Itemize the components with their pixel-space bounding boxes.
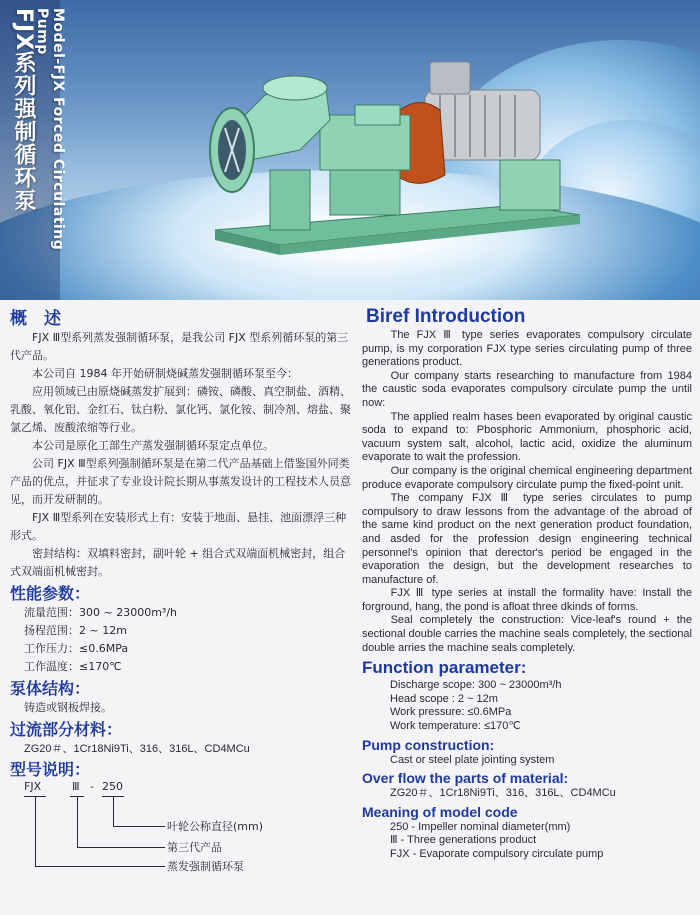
overflow-heading: Over flow the parts of material:	[362, 770, 569, 787]
intro-para: FJX Ⅲ type series at install the formality have: Install the forground, hang, the pond is afloat three dkinds of forms.	[362, 587, 692, 613]
overflow-text: ZG20＃、1Cr18Ni9Ti、316、316L、CD4MCu	[390, 787, 616, 800]
struct-text: 铸造或钢板焊接。	[24, 701, 112, 714]
leader-line	[113, 796, 114, 826]
leader-line	[77, 796, 78, 847]
func-item: Discharge scope: 300 ~ 23000m³/h	[390, 679, 562, 692]
leader-line	[113, 826, 165, 827]
code-250: 250	[102, 780, 123, 793]
intro-para: Our company starts researching to manufacture from 1984 the caustic soda evaporates compulsory circulate pump the until now:	[362, 369, 692, 409]
meaning-item: Ⅲ - Three generations product	[390, 834, 537, 847]
intro-para: Seal completely the construction: Vice-leaf's round + the sectional double carries the machine seals completely, the sectional double arries the machine seals completely.	[362, 614, 692, 654]
code-generation: Ⅲ	[72, 780, 80, 793]
leader-line	[35, 796, 36, 866]
intro-heading: Biref Introduction	[366, 306, 526, 327]
pumpcon-text: Cast or steel plate jointing system	[390, 753, 555, 766]
func-item: Work pressure: ≤0.6MPa	[390, 706, 512, 719]
banner-title-en: Model-FJX Forced Circulating Pump	[34, 8, 66, 251]
label-impeller: 叶轮公称直径(mm)	[167, 820, 264, 833]
code-dash: -	[90, 780, 94, 793]
pump-illustration	[0, 0, 700, 300]
leader-line	[77, 847, 165, 848]
intro-para: The applied realm hases been evaporated by original caustic soda to expand to: Pbosphoric Ammonium, phosphoric acid, vacuum system salt, alcohol, lactic acid, oxidize the aluminum evaporate to wait the profession.	[362, 410, 692, 464]
code-fjx: FJX	[24, 780, 42, 793]
meaning-heading: Meaning of model code	[362, 803, 518, 820]
func-item: Head scope : 2 ~ 12m	[390, 692, 498, 705]
model-code-diagram	[10, 780, 355, 900]
banner-title-cn: FJX系列强制循环泵	[11, 8, 36, 213]
overview-para: 密封结构：双填料密封，副叶轮 + 组合式双端面机械密封，组合式双端面机械密封。	[10, 547, 346, 578]
label-pump-type: 蒸发强制循环泵	[167, 860, 244, 873]
pumpcon-heading: Pump construction:	[362, 736, 495, 753]
intro-para: Our company is the original chemical engineering department produce evaporate compulsory circulate pump the fixed-point unit.	[362, 464, 692, 491]
overview-para: FJX Ⅲ型系列在安装形式上有：安装于地面、悬挂、池面漂浮三种形式。	[10, 511, 347, 542]
intro-para: The company FJX Ⅲ type series circulates to pump compulsory to draw lessons from the advantage of the abroad of the same kind product on the next generation product foundation, and asded for the profession design engineering technical personnel's opinion that derector's period be engaged in the evaporation the design, but the development researches to manufacture of.	[362, 492, 692, 586]
english-column	[362, 305, 692, 862]
leader-line	[35, 866, 165, 867]
struct-heading: 泵体结构：	[10, 679, 91, 698]
overview-heading: 概 述	[10, 309, 61, 329]
overview-para: 应用领域已由原烧碱蒸发扩展到：磷铵、磷酸、真空制盐、酒精、乳酸、氧化铝、金红石、钛白粉、氯化钙、氯化铵、制冷剂、熔盐、聚氯乙烯、废酸浓缩等行业。	[10, 385, 351, 434]
overview-para: 公司 FJX Ⅲ型系列强制循环泵是在第二代产品基础上借鉴国外同类产品的优点，并征求了专业设计院长期从事蒸发设计的工程技术人员意见，而开发研制的。	[10, 457, 351, 506]
perf-item: 工作压力：≤0.6MPa	[24, 642, 129, 655]
perf-item: 扬程范围：2 ~ 12m	[24, 624, 127, 637]
hero-banner	[0, 0, 700, 300]
func-item: Work temperature: ≤170℃	[390, 720, 521, 733]
overview-para: 本公司是原化工部生产蒸发强制循环泵定点单位。	[32, 439, 274, 452]
meaning-item: FJX - Evaporate compulsory circulate pump	[390, 848, 604, 860]
material-text: ZG20＃、1Cr18Ni9Ti、316、316L、CD4MCu	[24, 743, 250, 755]
chinese-column	[10, 305, 355, 900]
perf-item: 工作温度：≤170℃	[24, 660, 122, 673]
material-heading: 过流部分材料：	[10, 720, 123, 739]
model-heading: 型号说明：	[10, 760, 91, 779]
intro-para: The FJX Ⅲ type series evaporates compulsory circulate pump, is my corporation FJX type series circulating pump of three generations product.	[362, 329, 692, 369]
overview-para: 本公司自 1984 年开始研制烧碱蒸发强制循环泵至今：	[32, 367, 298, 380]
func-heading: Function parameter:	[362, 658, 527, 678]
meaning-item: 250 - Impeller nominal diameter(mm)	[390, 820, 571, 833]
label-generation: 第三代产品	[167, 841, 222, 854]
perf-item: 流量范围：300 ~ 23000m³/h	[24, 606, 178, 619]
perf-heading: 性能参数：	[10, 584, 91, 603]
overview-para: FJX Ⅲ型系列蒸发强制循环泵，是我公司 FJX 型系列循环泵的第三代产品。	[10, 331, 349, 362]
